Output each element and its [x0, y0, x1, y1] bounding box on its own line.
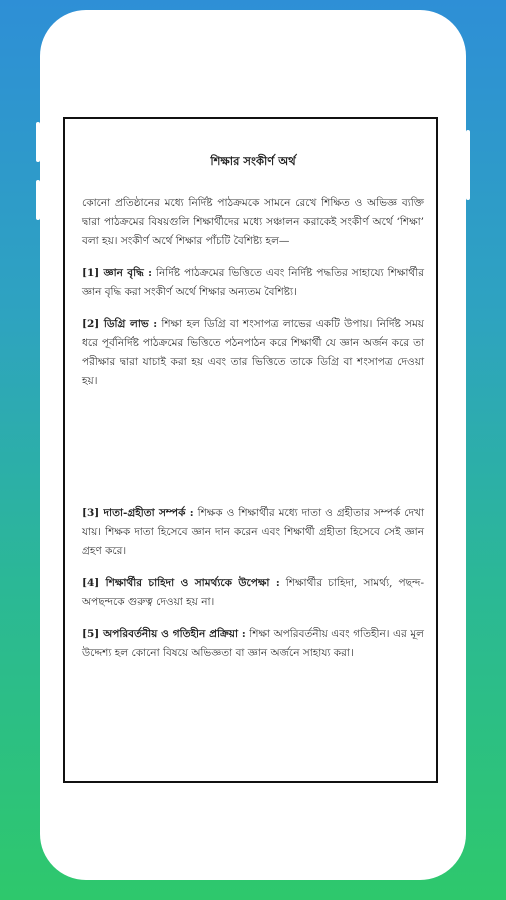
- point-1-heading: [1] জ্ঞান বৃদ্ধি :: [82, 267, 152, 279]
- point-3-text: শিক্ষক ও শিক্ষার্থীর মধ্যে দাতা ও গ্রহীতার সম্পর্ক দেখা যায়। শিক্ষক দাতা হিসেবে জ্ঞান দান করেন এবং শিক্ষার্থী গ্রহীতা হিসেবে সেই জ্ঞান গ্রহণ করে।: [82, 507, 424, 557]
- point-5: [82, 625, 424, 663]
- point-3-heading: [3] দাতা-গ্রহীতা সম্পর্ক :: [82, 507, 194, 519]
- point-4-text: শিক্ষার্থীর চাহিদা, সামর্থ্য, পছন্দ-অপছন্দকে গুরুত্ব দেওয়া হয় না।: [82, 577, 424, 608]
- document-title: শিক্ষার সংকীর্ণ অর্থ: [210, 154, 296, 168]
- document-page: [63, 117, 438, 783]
- intro-paragraph: কোনো প্রতিষ্ঠানের মধ্যে নির্দিষ্ট পাঠক্রমকে সামনে রেখে শিক্ষিত ও অভিজ্ঞ ব্যক্তি দ্বারা পাঠক্রমের বিষয়গুলি শিক্ষার্থীদের মধ্যে সঞ্চালন করাকেই সংকীর্ণ অর্থে ‘শিক্ষা’ বলা হয়। সংকীর্ণ অর্থে শিক্ষার পাঁচটি বৈশিষ্ট্য হল—: [82, 197, 424, 247]
- point-4-heading: [4] শিক্ষার্থীর চাহিদা ও সামর্থ্যকে উপেক্ষা :: [82, 577, 280, 589]
- blank-gap: [82, 404, 424, 504]
- point-3: [82, 504, 424, 561]
- point-5-heading: [5] অপরিবর্তনীয় ও গতিহীন প্রক্রিয়া :: [82, 628, 246, 640]
- point-2: [82, 315, 424, 391]
- point-2-heading: [2] ডিগ্রি লাভ :: [82, 318, 158, 330]
- phone-side-button-right: [466, 130, 470, 200]
- point-4: [82, 574, 424, 612]
- point-1-text: নির্দিষ্ট পাঠক্রমের ভিত্তিতে এবং নির্দিষ্ট পদ্ধতির সাহায্যে শিক্ষার্থীর জ্ঞান বৃদ্ধি করা সংকীর্ণ অর্থে শিক্ষার অন্যতম বৈশিষ্ট্য।: [82, 267, 424, 298]
- point-2-text: শিক্ষা হল ডিগ্রি বা শংসাপত্র লাভের একটি উপায়। নির্দিষ্ট সময় ধরে পূর্বনির্দিষ্ট পাঠক্রমের ভিত্তিতে পঠনপাঠন করে শিক্ষার্থী যে জ্ঞান অর্জন করে তা পরীক্ষার দ্বারা যাচাই করা হয় এবং তার ভিত্তিতে তাকে ডিগ্রি বা শংসাপত্র দেওয়া হয়।: [82, 318, 424, 387]
- point-5-text: শিক্ষা অপরিবর্তনীয় এবং গতিহীন। এর মূল উদ্দেশ্য হল কোনো বিষয়ে অভিজ্ঞতা বা জ্ঞান অর্জনে সাহায্য করা।: [82, 628, 424, 659]
- point-1: [82, 264, 424, 302]
